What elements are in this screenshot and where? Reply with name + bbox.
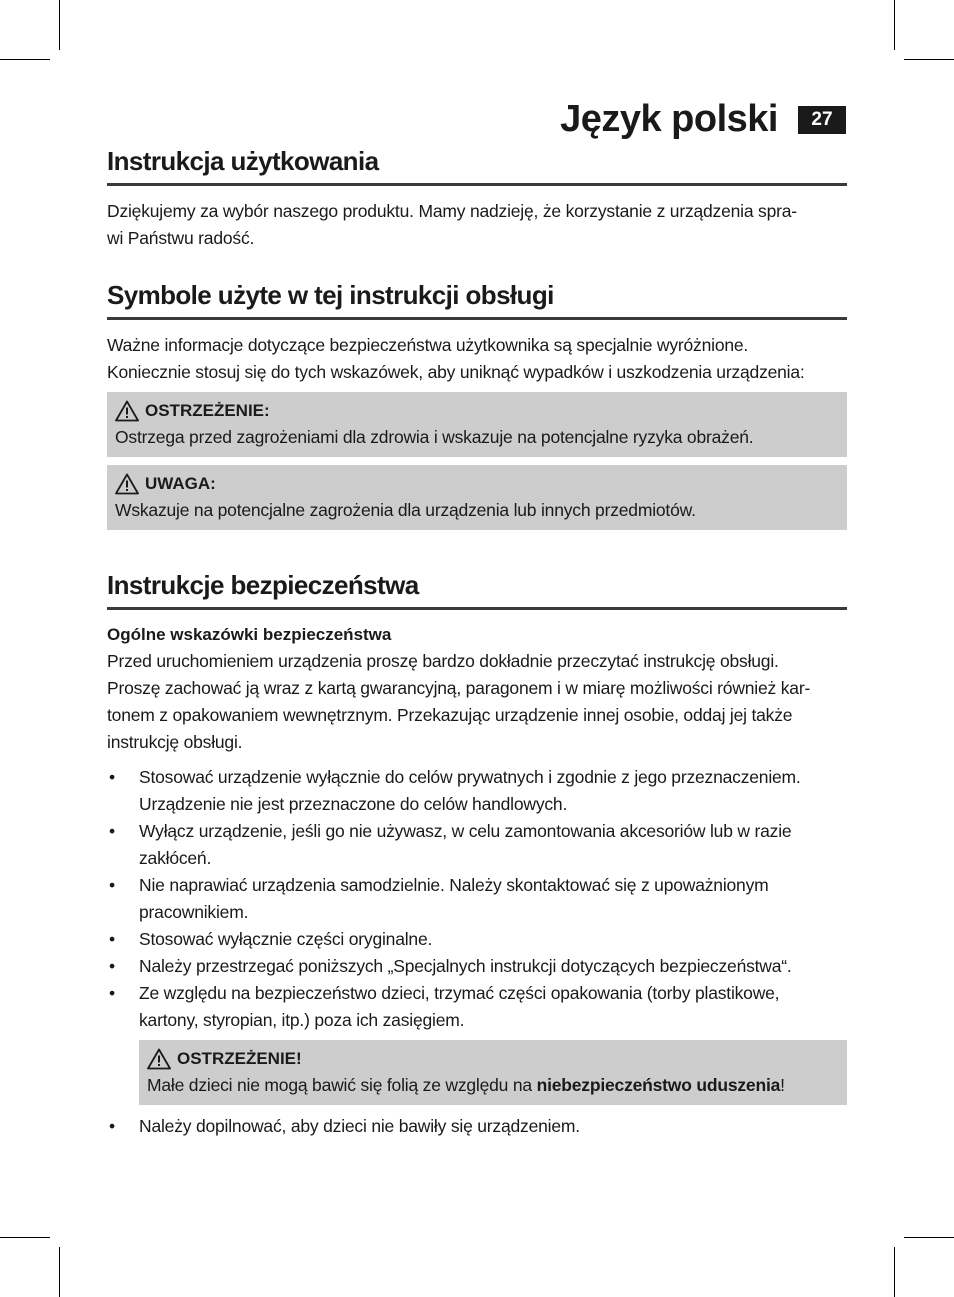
crop-mark	[0, 59, 50, 60]
list-item: • Stosować wyłącznie części oryginalne.	[107, 926, 847, 953]
warning-triangle-icon	[147, 1048, 171, 1070]
bullet: •	[109, 956, 115, 976]
safety-intro	[107, 648, 847, 756]
crop-mark	[894, 0, 895, 50]
caution-text: Wskazuje na potencjalne zagrożenia dla urządzenia lub innych przedmiotów.	[115, 500, 696, 520]
page-number: 27	[798, 106, 846, 134]
warning-title: OSTRZEŻENIE:	[115, 398, 839, 424]
paragraph-line: Koniecznie stosuj się do tych wskazówek, aby uniknąć wypadków i uszkodzenia urządzenia:	[107, 362, 805, 382]
crop-mark	[0, 1237, 50, 1238]
list-item: • Nie naprawiać urządzenia samodzielnie. Należy skontaktować się z upoważnionym pracownikiem.	[107, 872, 847, 926]
paragraph-line: Przed uruchomieniem urządzenia proszę bardzo dokładnie przeczytać instrukcję obsługi.	[107, 651, 779, 671]
paragraph-line: Proszę zachować ją wraz z kartą gwarancyjną, paragonem i w miarę możliwości również kar-	[107, 678, 811, 698]
child-warning-box	[139, 1040, 847, 1105]
paragraph-line: Dziękujemy za wybór naszego produktu. Mamy nadzieję, że korzystanie z urządzenia spra-	[107, 201, 797, 221]
section-instructions	[107, 146, 847, 252]
crop-mark	[59, 1247, 60, 1297]
intro-paragraph	[107, 198, 847, 252]
warning-triangle-icon	[115, 473, 139, 495]
list-item: • Ze względu na bezpieczeństwo dzieci, trzymać części opakowania (torby plastikowe, kartony, styropian, itp.) poza ich zasięgiem.	[107, 980, 847, 1034]
child-warning-title: OSTRZEŻENIE!	[147, 1046, 839, 1072]
subheading: Ogólne wskazówki bezpieczeństwa	[107, 625, 392, 644]
bullet: •	[109, 929, 115, 949]
list-item: • Należy przestrzegać poniższych „Specjalnych instrukcji dotyczących bezpieczeństwa“.	[107, 953, 847, 980]
page-header	[560, 98, 846, 141]
section-safety	[107, 570, 847, 1140]
section-symbols	[107, 280, 847, 530]
warning-triangle-icon	[115, 400, 139, 422]
crop-mark	[894, 1247, 895, 1297]
paragraph-line: Ważne informacje dotyczące bezpieczeństwa użytkownika są specjalnie wyróżnione.	[107, 335, 749, 355]
warning-box	[107, 392, 847, 457]
bullet: •	[109, 983, 115, 1003]
bullet: •	[109, 875, 115, 895]
bullet: •	[109, 767, 115, 787]
paragraph-line: instrukcję obsługi.	[107, 732, 243, 752]
crop-mark	[904, 1237, 954, 1238]
safety-list	[107, 764, 847, 1034]
caution-title: UWAGA:	[115, 471, 839, 497]
bullet: •	[109, 821, 115, 841]
safety-list-final	[107, 1113, 847, 1140]
section-heading: Instrukcje bezpieczeństwa	[107, 570, 847, 610]
list-item: • Wyłącz urządzenie, jeśli go nie używasz, w celu zamontowania akcesoriów lub w razie zakłóceń.	[107, 818, 847, 872]
emphasis-text: niebezpieczeństwo uduszenia	[536, 1075, 781, 1095]
warning-text: Ostrzega przed zagrożeniami dla zdrowia i wskazuje na potencjalne ryzyka obrażeń.	[115, 427, 754, 447]
paragraph-line: tonem z opakowaniem wewnętrznym. Przekazując urządzenie innej osobie, oddaj jej także	[107, 705, 793, 725]
child-warning-text: Małe dzieci nie mogą bawić się folią ze względu na niebezpieczeństwo uduszenia!	[147, 1075, 785, 1095]
list-item: • Stosować urządzenie wyłącznie do celów prywatnych i zgodnie z jego przeznaczeniem. Urządzenie nie jest przeznaczone do celów handlowych.	[107, 764, 847, 818]
crop-mark	[59, 0, 60, 50]
symbols-paragraph	[107, 332, 847, 386]
section-heading: Symbole użyte w tej instrukcji obsługi	[107, 280, 847, 320]
list-item: • Należy dopilnować, aby dzieci nie bawiły się urządzeniem.	[107, 1113, 847, 1140]
paragraph-line: wi Państwu radość.	[107, 228, 255, 248]
caution-box	[107, 465, 847, 530]
bullet: •	[109, 1116, 115, 1136]
crop-mark	[904, 59, 954, 60]
section-heading: Instrukcja użytkowania	[107, 146, 847, 186]
language-title: Język polski	[560, 98, 778, 140]
